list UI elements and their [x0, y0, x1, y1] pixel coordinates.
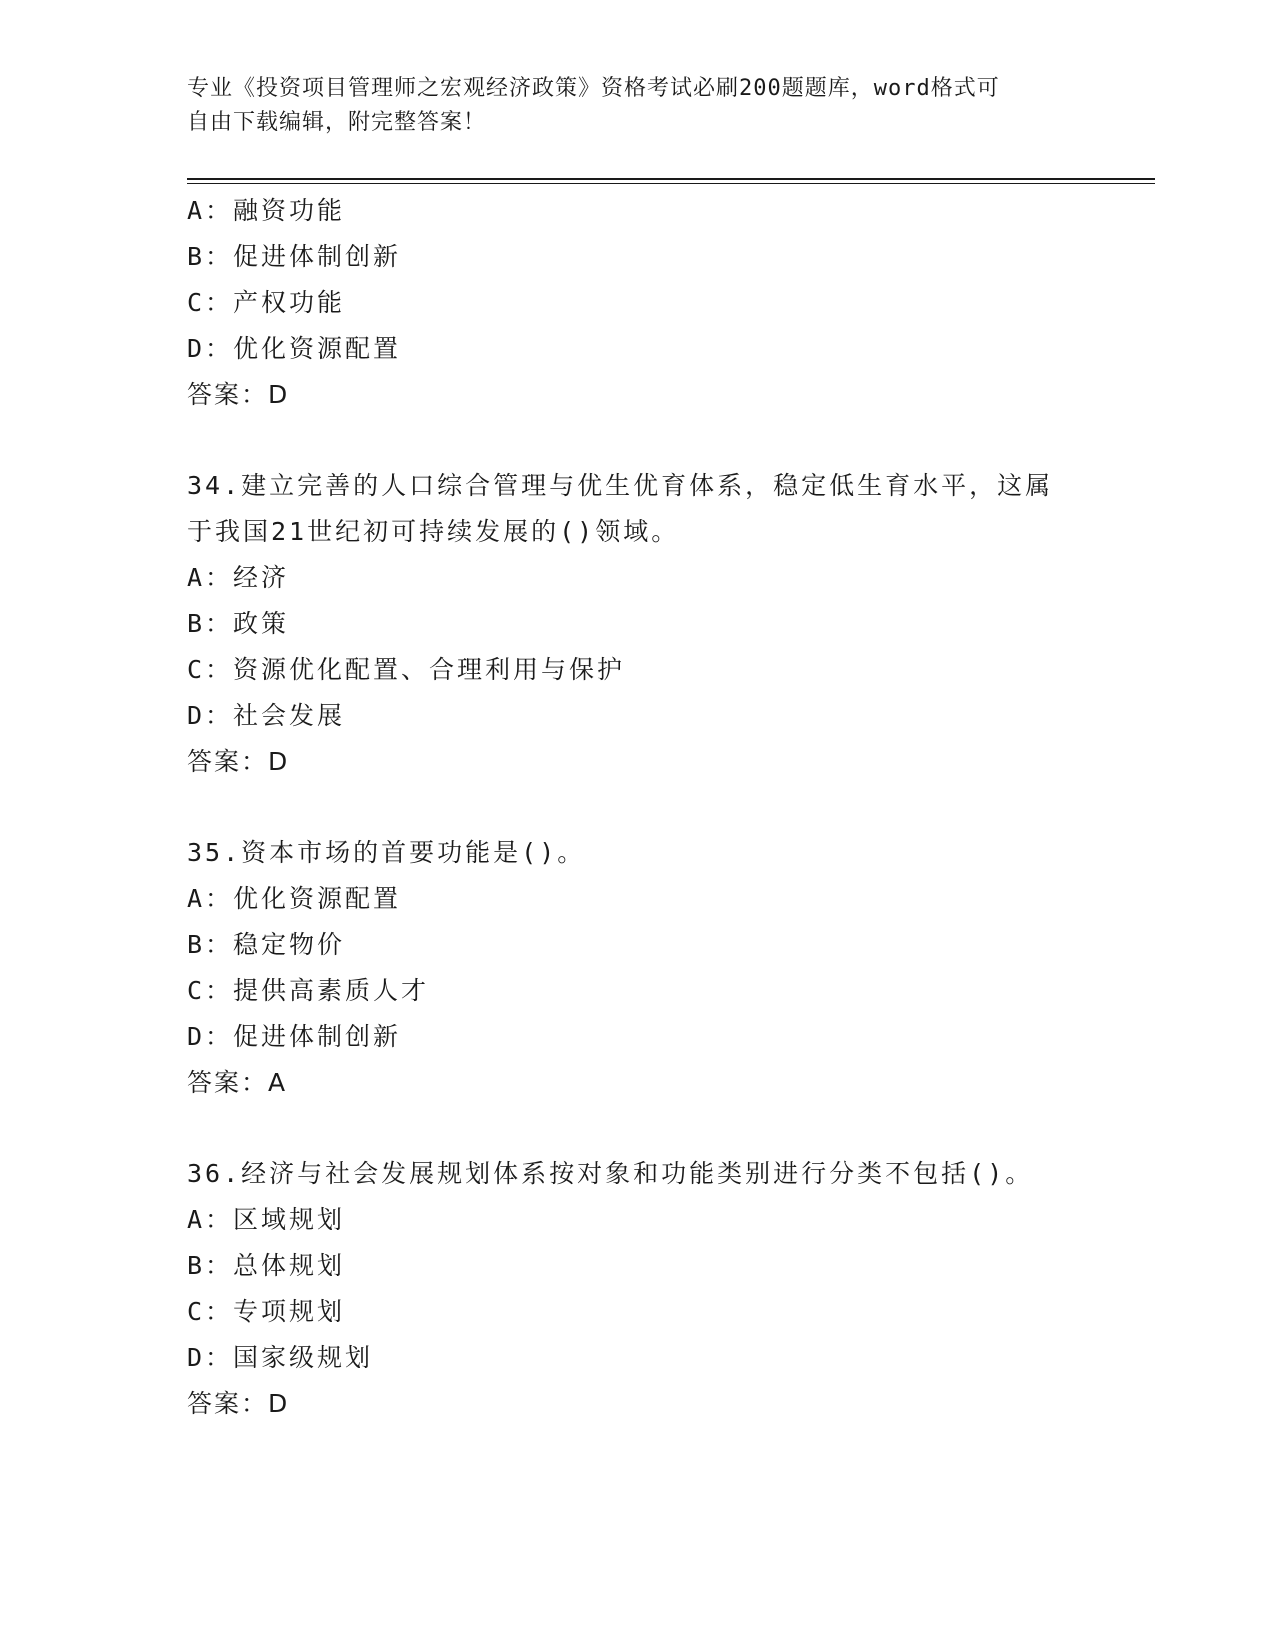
option-a: A：融资功能 [187, 196, 346, 225]
option-b: B：稳定物价 [187, 930, 346, 959]
option-a: A：优化资源配置 [187, 884, 402, 913]
question-list [187, 188, 1087, 1427]
header-divider-thin [187, 183, 1155, 184]
option-b: B：促进体制创新 [187, 242, 402, 271]
question-34 [187, 463, 1087, 785]
option-d: D：国家级规划 [187, 1343, 374, 1372]
header-line-1: 专业《投资项目管理师之宏观经济政策》资格考试必刷200题题库，word格式可 [187, 76, 1000, 101]
option-c: C：专项规划 [187, 1297, 346, 1326]
question-stem: 36.经济与社会发展规划体系按对象和功能类别进行分类不包括()。 [187, 1159, 1034, 1188]
option-b: B：总体规划 [187, 1251, 346, 1280]
question-stem-line-1: 34.建立完善的人口综合管理与优生优育体系，稳定低生育水平，这属 [187, 471, 1054, 500]
question-36 [187, 1151, 1087, 1427]
answer: 答案：A [187, 1068, 288, 1097]
document-header [187, 72, 1067, 140]
header-divider-thick [187, 178, 1155, 180]
option-c: C：资源优化配置、合理利用与保护 [187, 655, 626, 684]
option-d: D：优化资源配置 [187, 334, 402, 363]
option-c: C：提供高素质人才 [187, 976, 430, 1005]
option-a: A：经济 [187, 563, 290, 592]
question-33-tail [187, 188, 1087, 418]
option-d: D：社会发展 [187, 701, 346, 730]
answer: 答案：D [187, 747, 290, 776]
option-a: A：区域规划 [187, 1205, 346, 1234]
option-c: C：产权功能 [187, 288, 346, 317]
answer: 答案：D [187, 1389, 290, 1418]
question-35 [187, 830, 1087, 1106]
header-line-2: 自由下载编辑，附完整答案！ [187, 110, 487, 135]
answer: 答案：D [187, 380, 290, 409]
question-stem: 35.资本市场的首要功能是()。 [187, 838, 586, 867]
option-d: D：促进体制创新 [187, 1022, 402, 1051]
option-b: B：政策 [187, 609, 290, 638]
question-stem-line-2: 于我国21世纪初可持续发展的()领域。 [187, 517, 680, 546]
